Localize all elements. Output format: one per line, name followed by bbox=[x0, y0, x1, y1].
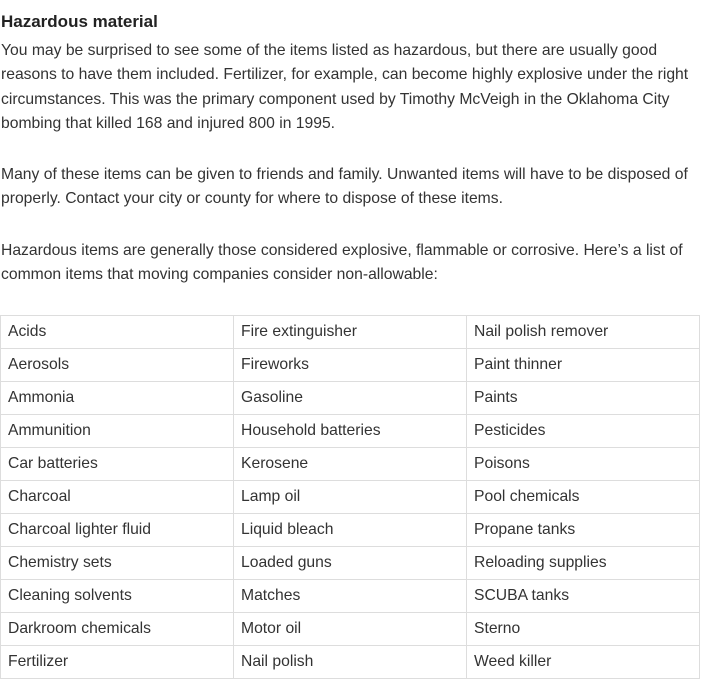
table-cell: Matches bbox=[234, 580, 467, 613]
table-cell: Ammonia bbox=[1, 382, 234, 415]
table-row bbox=[1, 646, 700, 679]
section-heading: Hazardous material bbox=[1, 12, 158, 31]
table-row bbox=[1, 613, 700, 646]
table-row bbox=[1, 448, 700, 481]
table-cell: Fertilizer bbox=[1, 646, 234, 679]
table-row bbox=[1, 415, 700, 448]
table-row bbox=[1, 316, 700, 349]
table-cell: Sterno bbox=[467, 613, 700, 646]
table-cell: Loaded guns bbox=[234, 547, 467, 580]
table-cell: Charcoal lighter fluid bbox=[1, 514, 234, 547]
table-cell: SCUBA tanks bbox=[467, 580, 700, 613]
list-intro-paragraph: Hazardous items are generally those considered explosive, flammable or corrosive. Here’s a list of common items that moving companies consider non-allowable: bbox=[1, 242, 683, 284]
table-cell: Cleaning solvents bbox=[1, 580, 234, 613]
table-cell: Reloading supplies bbox=[467, 547, 700, 580]
table-cell: Aerosols bbox=[1, 349, 234, 382]
table-cell: Pesticides bbox=[467, 415, 700, 448]
table-cell: Household batteries bbox=[234, 415, 467, 448]
table-cell: Motor oil bbox=[234, 613, 467, 646]
table-row bbox=[1, 547, 700, 580]
table-cell: Liquid bleach bbox=[234, 514, 467, 547]
table-cell: Lamp oil bbox=[234, 481, 467, 514]
table-row bbox=[1, 481, 700, 514]
table-cell: Ammunition bbox=[1, 415, 234, 448]
table-cell: Acids bbox=[1, 316, 234, 349]
table-body bbox=[1, 316, 700, 679]
table-cell: Darkroom chemicals bbox=[1, 613, 234, 646]
table-cell: Kerosene bbox=[234, 448, 467, 481]
table-row bbox=[1, 382, 700, 415]
table-row bbox=[1, 580, 700, 613]
table-cell: Car batteries bbox=[1, 448, 234, 481]
table-cell: Paint thinner bbox=[467, 349, 700, 382]
table-cell: Fire extinguisher bbox=[234, 316, 467, 349]
table-cell: Weed killer bbox=[467, 646, 700, 679]
table-cell: Fireworks bbox=[234, 349, 467, 382]
table-row bbox=[1, 514, 700, 547]
table-row bbox=[1, 349, 700, 382]
table-cell: Gasoline bbox=[234, 382, 467, 415]
table-cell: Paints bbox=[467, 382, 700, 415]
table-cell: Chemistry sets bbox=[1, 547, 234, 580]
table-cell: Nail polish remover bbox=[467, 316, 700, 349]
disposal-paragraph: Many of these items can be given to friends and family. Unwanted items will have to be disposed of properly. Contact your city or county for where to dispose of these items. bbox=[1, 166, 688, 208]
table-cell: Nail polish bbox=[234, 646, 467, 679]
hazardous-items-table bbox=[0, 315, 700, 679]
table-cell: Pool chemicals bbox=[467, 481, 700, 514]
table-cell: Poisons bbox=[467, 448, 700, 481]
intro-paragraph: You may be surprised to see some of the items listed as hazardous, but there are usually good reasons to have them included. Fertilizer, for example, can become highly explosive under the right circumstances. This was the primary component used by Timothy McVeigh in the Oklahoma City bombing that killed 168 and injured 800 in 1995. bbox=[1, 42, 689, 133]
table-cell: Propane tanks bbox=[467, 514, 700, 547]
table-cell: Charcoal bbox=[1, 481, 234, 514]
